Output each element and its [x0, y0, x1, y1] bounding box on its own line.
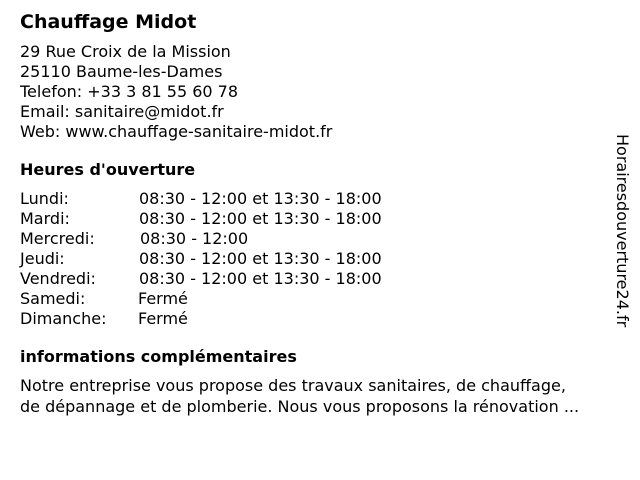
email-line: Email: sanitaire@midot.fr	[20, 102, 224, 121]
business-name: Chauffage Midot	[20, 11, 197, 33]
description-line-1: Notre entreprise vous propose des travaux sanitaires, de chauffage,	[20, 376, 566, 395]
hours-value: 08:30 - 12:00 et 13:30 - 18:00	[139, 249, 382, 268]
address-line-2: 25110 Baume-les-Dames	[20, 62, 223, 81]
watermark-text: Horairesdouverture24.fr	[613, 134, 632, 328]
day-label: Mercredi:	[20, 229, 95, 248]
additional-info-title: informations complémentaires	[20, 347, 297, 366]
day-label: Dimanche:	[20, 309, 107, 328]
hours-value: 08:30 - 12:00 et 13:30 - 18:00	[139, 209, 382, 228]
business-card	[20, 10, 620, 417]
hours-row-thursday	[20, 249, 620, 269]
website-line: Web: www.chauffage-sanitaire-midot.fr	[20, 122, 333, 141]
opening-hours-table	[20, 189, 620, 329]
day-label: Vendredi:	[20, 269, 96, 288]
hours-row-wednesday	[20, 229, 620, 249]
address-line-1: 29 Rue Croix de la Mission	[20, 42, 231, 61]
hours-value: 08:30 - 12:00	[140, 229, 249, 248]
additional-info-text	[20, 375, 630, 417]
day-label: Jeudi:	[20, 249, 65, 268]
day-label: Mardi:	[20, 209, 70, 228]
hours-row-tuesday	[20, 209, 620, 229]
phone-line: Telefon: +33 3 81 55 60 78	[20, 82, 239, 101]
day-label: Samedi:	[20, 289, 86, 308]
hours-row-monday	[20, 189, 620, 209]
day-label: Lundi:	[20, 189, 69, 208]
hours-row-saturday	[20, 289, 620, 309]
description-line-2: de dépannage et de plomberie. Nous vous proposons la rénovation ...	[20, 397, 580, 416]
site-watermark	[610, 134, 634, 344]
opening-hours-title: Heures d'ouverture	[20, 160, 196, 179]
hours-row-sunday	[20, 309, 620, 329]
hours-value: 08:30 - 12:00 et 13:30 - 18:00	[139, 269, 382, 288]
hours-value: 08:30 - 12:00 et 13:30 - 18:00	[139, 189, 382, 208]
hours-value: Fermé	[138, 309, 188, 328]
hours-value: Fermé	[138, 289, 188, 308]
hours-row-friday	[20, 269, 620, 289]
